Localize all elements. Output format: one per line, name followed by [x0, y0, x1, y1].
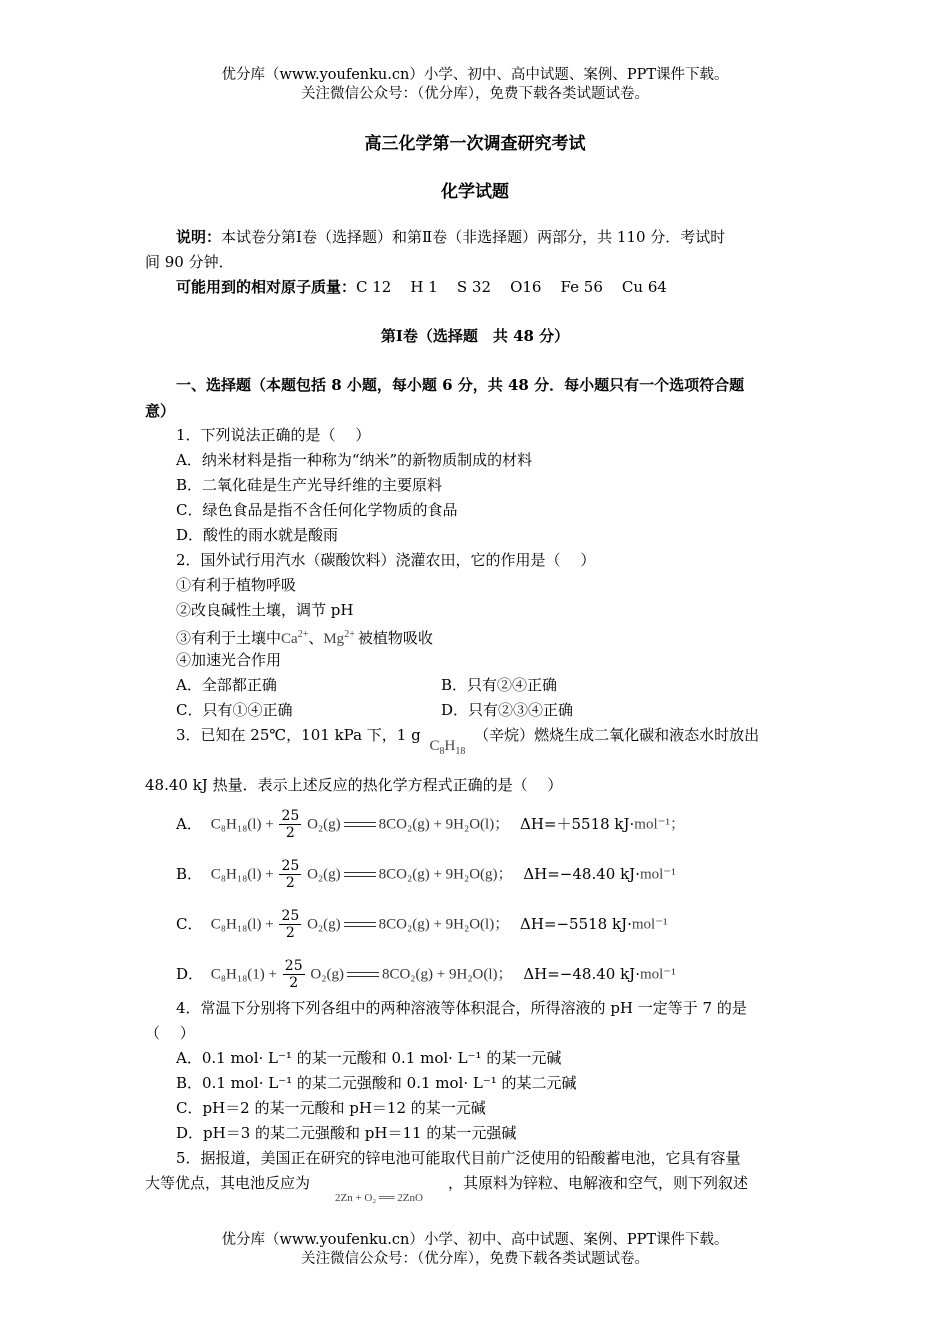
q3-stem-cont: 48.40 kJ 热量．表示上述反应的热化学方程式正确的是（ ） [145, 776, 563, 794]
fraction: $\frac{25}{2}$ [284, 958, 303, 991]
q3-option-a: A． C₈H₁₈(l) + $\frac{25}{2}$ O₂(g) 8CO₂(g) + 9H₂O(l)； ΔH=＋5518 kJ·mol⁻¹； [176, 808, 686, 841]
page-footer [0, 1231, 950, 1269]
q3-stem: 3．已知在 25℃，101 kPa 下，1 g $C_8H_{18}$ （辛烷）燃烧生成二氧化碳和液态水时放出 [176, 726, 760, 757]
q3-option-d: D． C₈H₁₈(1) + $\frac{25}{2}$ O₂(g) 8CO₂(g) + 9H₂O(l)； ΔH=−48.40 kJ·mol⁻¹ [176, 958, 676, 991]
atomic-masses-values: C 12 H 1 S 32 O16 Fe 56 Cu 64 [356, 278, 667, 296]
q4-option-c: C．pH＝2 的某一元酸和 pH＝12 的某一元碱 [176, 1099, 486, 1117]
q2-options-row-1 [176, 675, 806, 695]
q2-option-a: A．全部都正确 [176, 676, 277, 694]
q3-option-c: C． C₈H₁₈(l) + $\frac{25}{2}$ O₂(g) 8CO₂(g) + 9H₂O(l)； ΔH=−5518 kJ·mol⁻¹ [176, 908, 668, 941]
footer-line-2: 关注微信公众号：（优分库），免费下载各类试题试卷。 [301, 1251, 649, 1267]
q2-option-b: B．只有②④正确 [441, 676, 558, 694]
instructions-text: 本试卷分第Ⅰ卷（选择题）和第Ⅱ卷（非选择题）两部分，共 110 分．考试时 [221, 228, 726, 246]
q1-option-d: D．酸性的雨水就是酸雨 [176, 526, 339, 544]
equals-arrow [344, 872, 376, 877]
q5-stem-cont: 大等优点，其电池反应为 ，其原料为锌粒、电解液和空气，则下列叙述 [145, 1174, 749, 1192]
part-heading: 一、选择题（本题包括 8 小题，每小题 6 分，共 48 分．每小题只有一个选项符合题 [176, 376, 745, 394]
q3-option-b: B． C₈H₁₈(l) + $\frac{25}{2}$ O₂(g) 8CO₂(g) + 9H₂O(g)； ΔH=−48.40 kJ·mol⁻¹ [176, 858, 676, 891]
fraction: $\frac{25}{2}$ [281, 858, 300, 891]
q2-item-2: ②改良碱性土壤，调节 pH [176, 601, 354, 619]
part-heading-cont: 意） [145, 402, 176, 420]
zinc-reaction: 2Zn + O₂ ══ 2ZnO [335, 1192, 423, 1204]
q4-option-b: B．0.1 mol· L⁻¹ 的某二元强酸和 0.1 mol· L⁻¹ 的某二元碱 [176, 1074, 577, 1092]
header-line-2: 关注微信公众号：（优分库），免费下载各类试题试卷。 [301, 86, 649, 102]
octane-formula: $C_8H_{18}$ [429, 738, 466, 757]
q4-stem-cont: （ ） [145, 1024, 195, 1042]
header-line-1: 优分库（www.youfenku.cn）小学、初中、高中试题、案例、PPT课件下载。 [221, 67, 729, 83]
equals-arrow [347, 972, 379, 977]
q1-stem: 1．下列说法正确的是（ ） [176, 426, 371, 444]
q1-option-c: C．绿色食品是指不含任何化学物质的食品 [176, 501, 458, 519]
equals-arrow [344, 822, 376, 827]
q4-option-d: D．pH＝3 的某二元强酸和 pH＝11 的某一元强碱 [176, 1124, 517, 1142]
atomic-masses-label: 可能用到的相对原子质量： [176, 278, 357, 296]
q2-item-1: ①有利于植物呼吸 [176, 576, 297, 594]
q1-option-b: B．二氧化硅是生产光导纤维的主要原料 [176, 476, 443, 494]
instructions-cont: 间 90 分钟． [145, 253, 234, 271]
fraction: $\frac{25}{2}$ [281, 808, 300, 841]
q2-item-3-text: ③有利于土壤中 [176, 629, 282, 647]
q4-option-a: A．0.1 mol· L⁻¹ 的某一元酸和 0.1 mol· L⁻¹ 的某一元碱 [176, 1049, 562, 1067]
instructions [176, 227, 806, 247]
q2-option-d: D．只有②③④正确 [441, 701, 574, 719]
q2-item-3: ③有利于土壤中$Ca^{2+}$、$Mg^{2+}$ 被植物吸收 [176, 629, 433, 647]
q2-option-c: C．只有①④正确 [176, 701, 293, 719]
section-heading: 第Ⅰ卷（选择题 共 48 分） [380, 327, 570, 345]
page-header [0, 66, 950, 104]
exam-subtitle: 化学试题 [441, 182, 509, 202]
atomic-masses [176, 277, 806, 297]
q2-stem: 2．国外试行用汽水（碳酸饮料）浇灌农田，它的作用是（ ） [176, 551, 596, 569]
fraction: $\frac{25}{2}$ [281, 908, 300, 941]
magnesium-ion: $Mg^{2+}$ [323, 629, 355, 647]
equals-arrow [344, 922, 376, 927]
q5-stem: 5．据报道，美国正在研究的锌电池可能取代目前广泛使用的铅酸蓄电池，它具有容量 [176, 1149, 741, 1167]
q4-stem: 4．常温下分别将下列各组中的两种溶液等体积混合，所得溶液的 pH 一定等于 7 的是 [176, 999, 747, 1017]
q2-options-row-2 [176, 700, 806, 720]
q1-option-a: A．纳米材料是指一种称为“纳米”的新物质制成的材料 [176, 451, 533, 469]
q2-item-4: ④加速光合作用 [176, 651, 282, 669]
footer-line-1: 优分库（www.youfenku.cn）小学、初中、高中试题、案例、PPT课件下载。 [221, 1232, 729, 1248]
exam-title: 高三化学第一次调查研究考试 [364, 134, 586, 154]
instructions-label: 说明： [176, 228, 222, 246]
calcium-ion: $Ca^{2+}$ [281, 629, 309, 647]
